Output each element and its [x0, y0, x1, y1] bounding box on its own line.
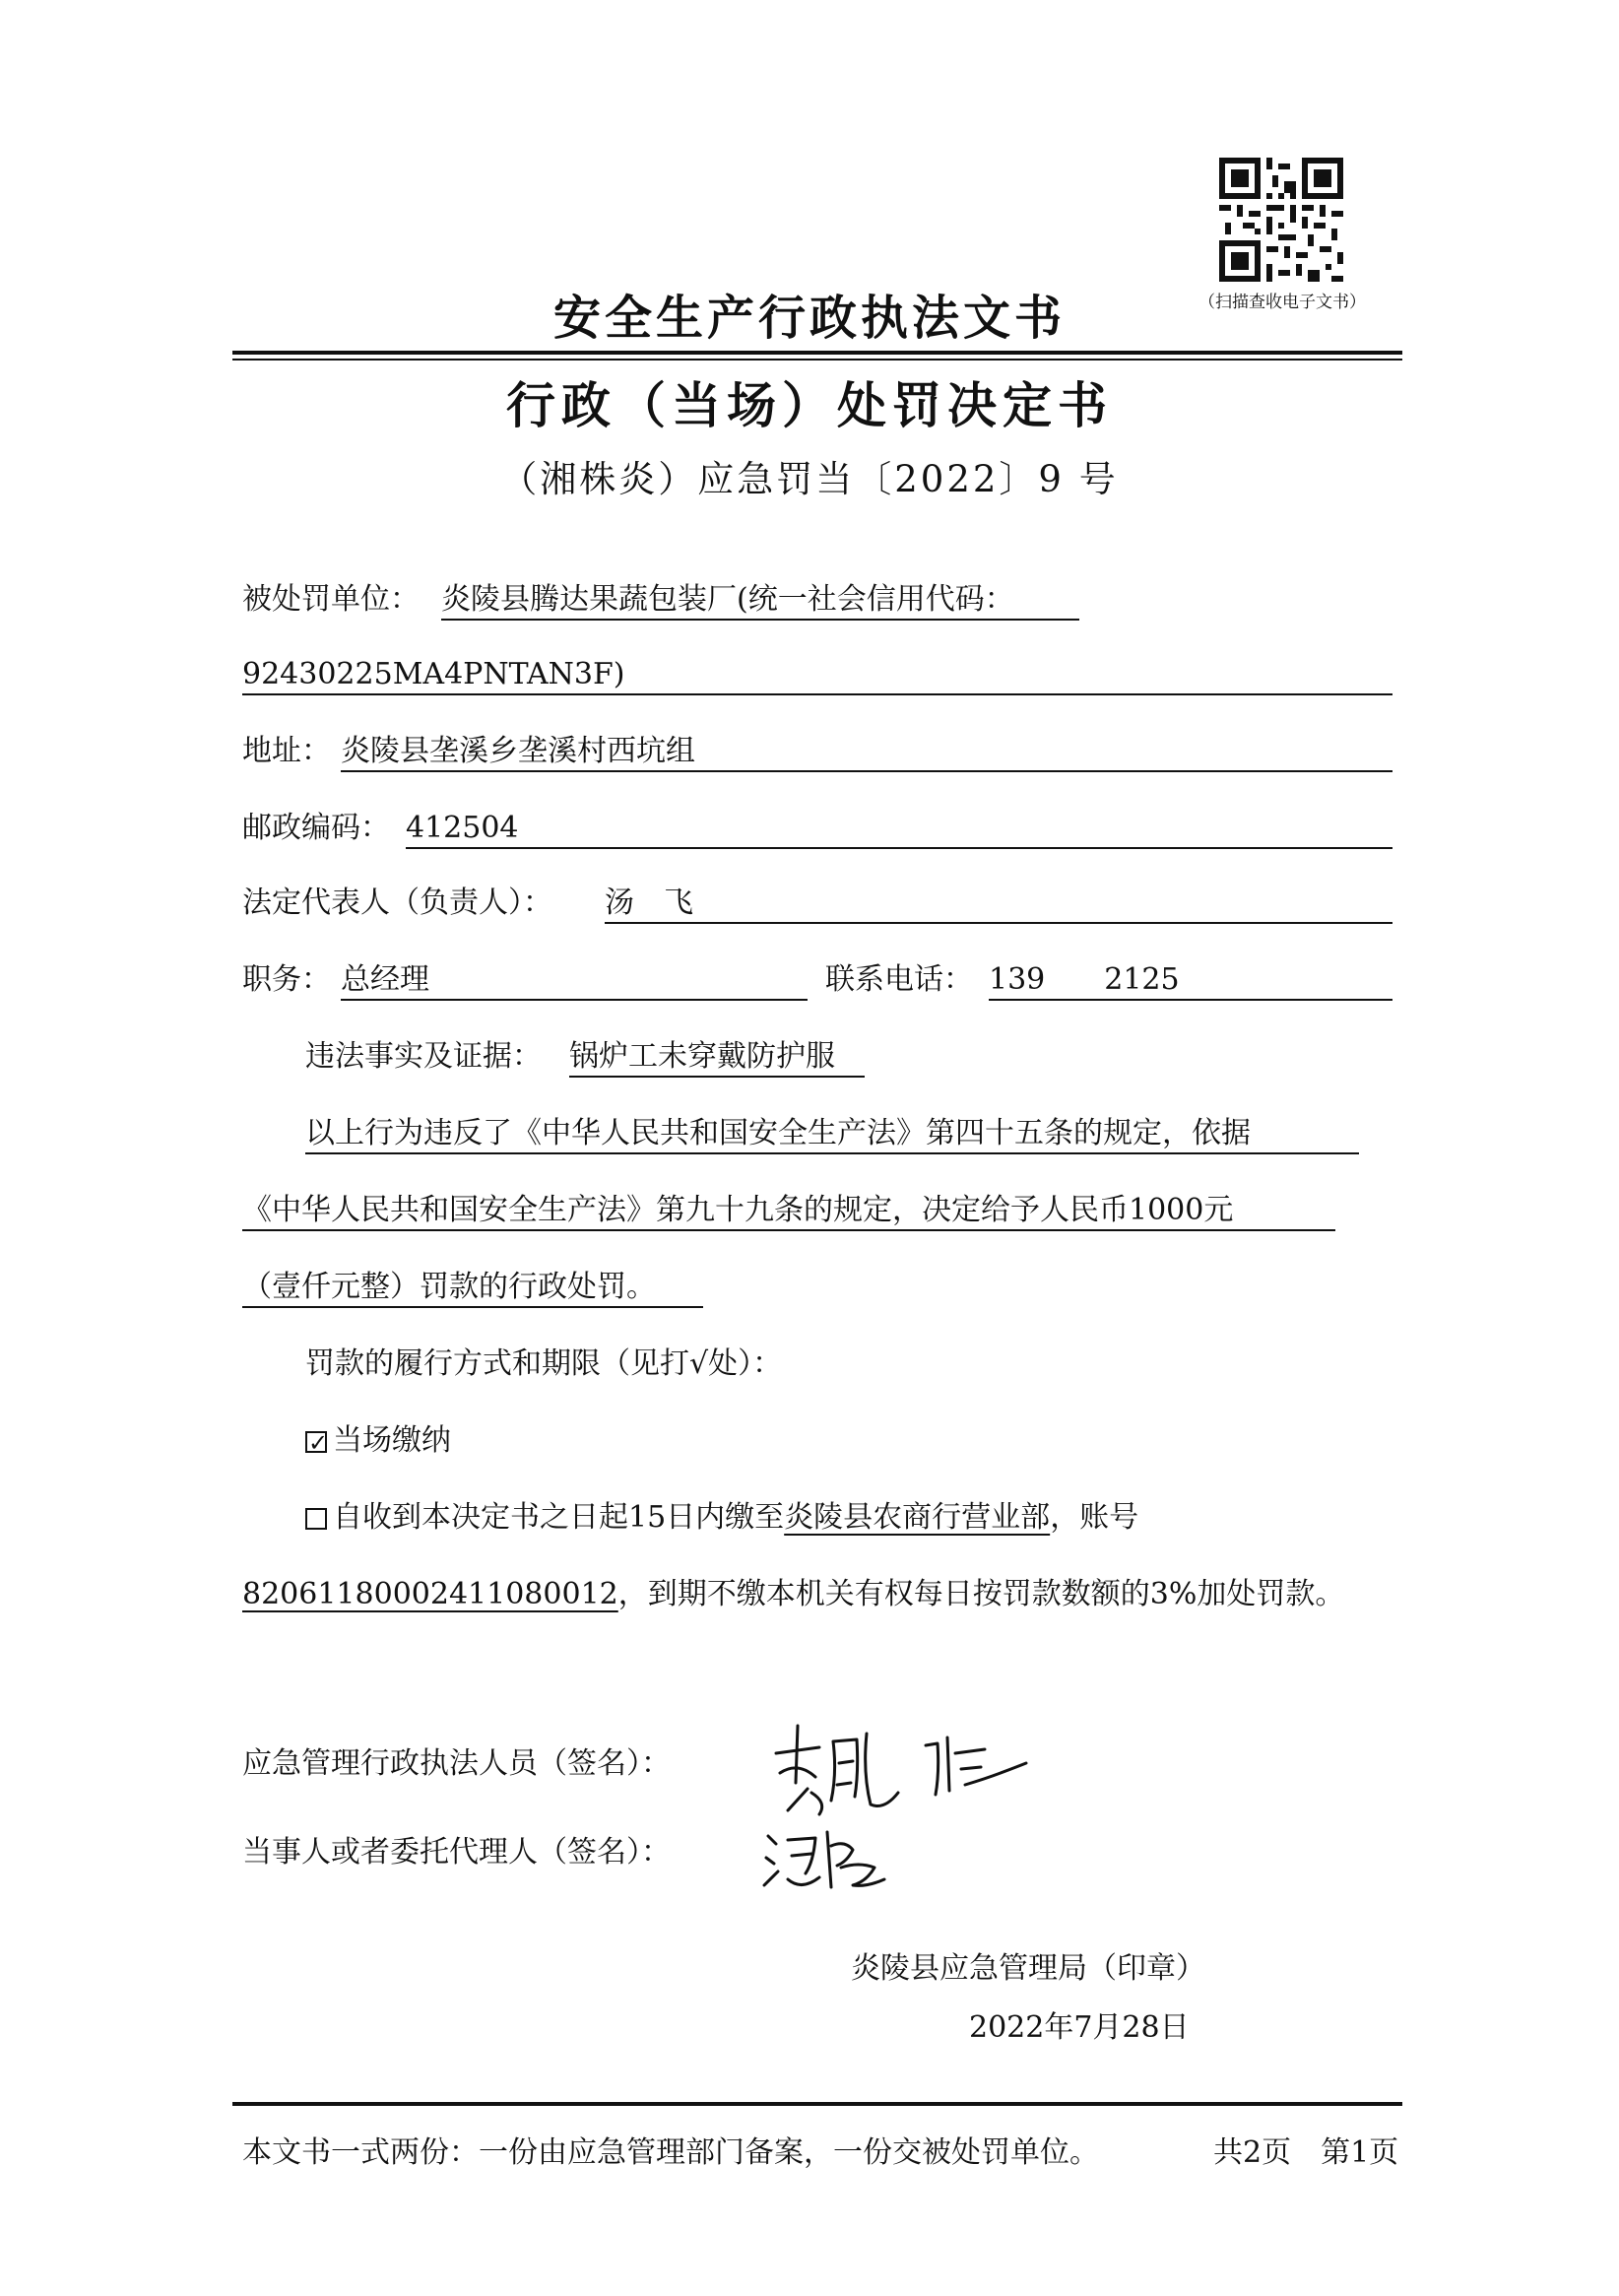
- option-onsite: [305, 1422, 451, 1460]
- party-value-line2: 92430225MA4PNTAN3F): [242, 657, 625, 691]
- qr-code: [1219, 158, 1343, 282]
- address-value: 炎陵县垄溪乡垄溪村西坑组: [341, 734, 695, 768]
- bank-account: 82061180002411080012: [242, 1577, 618, 1611]
- facts-label: 违法事实及证据：: [305, 1039, 542, 1074]
- party-signature: [758, 1822, 896, 1901]
- check-mark-icon: ✓: [308, 1429, 329, 1457]
- qr-caption: （扫描查收电子文书）: [1198, 293, 1366, 312]
- bank-checkbox[interactable]: [305, 1508, 327, 1530]
- position-underline: [341, 999, 808, 1001]
- phone-label: 联系电话：: [825, 962, 973, 997]
- facts-underline: [569, 1076, 865, 1078]
- document-title: 行政（当场）处罚决定书: [506, 376, 1113, 434]
- page-indicator: 共2页 第1页: [1213, 2135, 1399, 2170]
- address-label: 地址：: [242, 734, 331, 768]
- document-category-title: 安全生产行政执法文书: [552, 291, 1066, 346]
- phone-underline: [989, 999, 1392, 1001]
- title-rule-thick: [232, 351, 1402, 355]
- option-bank-line2: [242, 1576, 1344, 1613]
- postcode-underline: [406, 847, 1392, 849]
- position-value: 总经理: [341, 962, 429, 997]
- party-underline-1: [441, 619, 1079, 621]
- option-bank-text-b: ，账号: [1050, 1500, 1139, 1535]
- decision-line-2: 《中华人民共和国安全生产法》第九十九条的规定，决定给予人民币1000元: [242, 1193, 1234, 1227]
- facts-value: 锅炉工未穿戴防护服: [569, 1039, 835, 1074]
- bank-name: 炎陵县农商行营业部: [784, 1500, 1051, 1535]
- payment-method-intro: 罚款的履行方式和期限（见打√处）：: [305, 1346, 783, 1381]
- decision-underline-2: [242, 1229, 1335, 1231]
- title-rule-thin: [232, 359, 1402, 361]
- onsite-checkbox[interactable]: [305, 1429, 329, 1457]
- postcode-label: 邮政编码：: [242, 811, 390, 845]
- officer-signature: [768, 1714, 1034, 1822]
- phone-value: 139 2125: [989, 962, 1180, 997]
- party-signature-label: 当事人或者委托代理人（签名）：: [242, 1835, 671, 1870]
- footer-rule: [232, 2102, 1402, 2106]
- position-label: 职务：: [242, 962, 331, 997]
- decision-line-1: 以上行为违反了《中华人民共和国安全生产法》第四十五条的规定，依据: [305, 1116, 1251, 1150]
- option-bank-text-c: ，到期不缴本机关有权每日按罚款数额的3%加处罚款。: [617, 1577, 1345, 1611]
- legal-rep-value: 汤 飞: [605, 886, 693, 920]
- decision-underline-3: [242, 1306, 703, 1308]
- legal-rep-label: 法定代表人（负责人）：: [242, 886, 552, 920]
- officer-signature-label: 应急管理行政执法人员（签名）：: [242, 1746, 671, 1781]
- postcode-value: 412504: [406, 811, 519, 845]
- issue-date: 2022年7月28日: [969, 2010, 1190, 2045]
- party-underline-2: [242, 693, 1392, 695]
- party-value-line1: 炎陵县腾达果蔬包装厂(统一社会信用代码：: [441, 582, 1014, 617]
- option-onsite-label: 当场缴纳: [333, 1423, 451, 1458]
- footer-note: 本文书一式两份：一份由应急管理部门备案，一份交被处罚单位。: [242, 2135, 1099, 2170]
- decision-underline-1: [305, 1152, 1359, 1154]
- legal-rep-underline: [605, 922, 1392, 924]
- option-bank-text-a: 自收到本决定书之日起15日内缴至: [333, 1500, 785, 1535]
- party-label: 被处罚单位：: [242, 582, 420, 617]
- decision-line-3: （壹仟元整）罚款的行政处罚。: [242, 1270, 656, 1304]
- address-underline: [341, 770, 1392, 772]
- document-number: （湘株炎）应急罚当〔2022〕9 号: [500, 458, 1119, 500]
- issuer-name: 炎陵县应急管理局（印章）: [851, 1951, 1205, 1986]
- option-bank: [305, 1499, 1138, 1537]
